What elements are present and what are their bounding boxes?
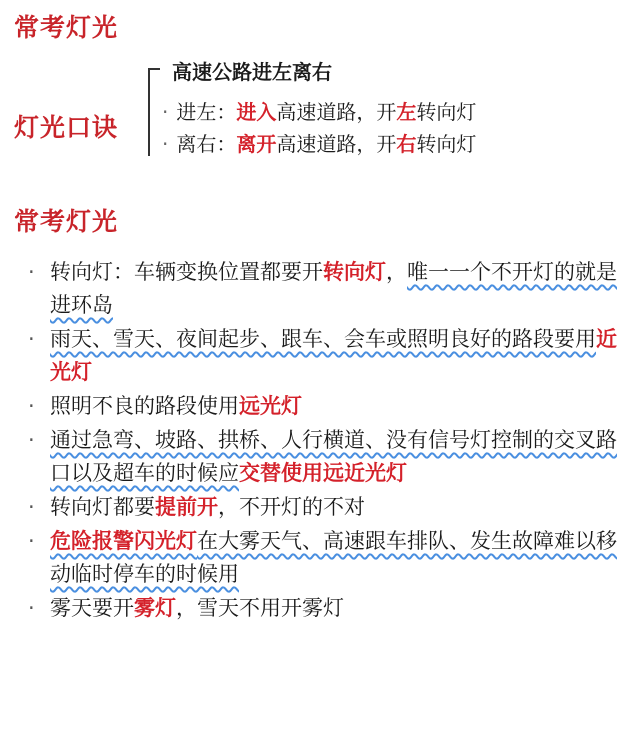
- text: 高速道路，开: [276, 132, 397, 156]
- rule-item: [28, 525, 624, 591]
- text: 转向灯: [416, 100, 477, 124]
- underlined-text: 在大雾天气、高速跟车排队、发生故障难以移动临时停车的时候用: [50, 529, 617, 586]
- bullet-dot: ·: [28, 394, 35, 418]
- bullet-dot: ·: [28, 596, 35, 620]
- bullet-dot: ·: [28, 327, 35, 351]
- bullet-dot: ·: [28, 529, 35, 553]
- mnemonic-enter-left: [162, 96, 476, 125]
- text: 进左：: [176, 100, 237, 124]
- underlined-text: 唯一一个不开灯的就是进环岛: [50, 260, 617, 317]
- text: 雾天要开: [50, 596, 134, 620]
- text: 照明不良的路段使用: [50, 394, 239, 418]
- underlined-text: 通过急弯、坡路、拱桥、人行横道、没有信号灯控制的交叉路口以及超车的时候应: [50, 428, 617, 485]
- section-title: 常考灯光: [14, 13, 119, 42]
- text: 转向灯: [416, 132, 477, 156]
- rule-item: [28, 256, 624, 322]
- bullet-dot: ·: [162, 100, 169, 124]
- highlight: 危险报警闪光灯: [50, 529, 197, 553]
- highlight: 进入: [236, 100, 277, 124]
- rule-item: [28, 424, 624, 490]
- bullet-dot: ·: [28, 495, 35, 519]
- bullet-dot: ·: [28, 260, 35, 284]
- text: ，不开灯的不对: [218, 495, 365, 519]
- highlight: 交替使用远近光灯: [239, 461, 407, 485]
- text: 转向灯：车辆变换位置都要开: [50, 260, 323, 284]
- rule-item: [28, 390, 624, 423]
- highlight: 远光灯: [239, 394, 302, 418]
- highlight: 转向灯: [323, 260, 386, 284]
- text: 转向灯都要: [50, 495, 155, 519]
- rule-list: [28, 256, 624, 626]
- highlight: 右: [396, 132, 417, 156]
- text: 高速道路，开: [276, 100, 397, 124]
- text: ，: [386, 260, 407, 284]
- bullet-dot: ·: [28, 428, 35, 452]
- text: 离右：: [176, 132, 237, 156]
- text: ，雪天不用开雾灯: [176, 596, 344, 620]
- mnemonic-exit-right: [162, 128, 476, 157]
- underlined-text: 雨天、雪天、夜间起步、跟车、会车或照明良好的路段要用: [50, 327, 596, 351]
- rule-item: [28, 491, 624, 524]
- mnemonic-label: 灯光口诀: [14, 113, 119, 142]
- mnemonic-head: 高速公路进左离右: [172, 60, 332, 84]
- highlight: 雾灯: [134, 596, 176, 620]
- section-title: 常考灯光: [14, 207, 119, 236]
- highlight: 左: [396, 100, 417, 124]
- rule-item: [28, 592, 624, 625]
- highlight: 离开: [236, 132, 277, 156]
- highlight: 提前开: [155, 495, 218, 519]
- rule-item: [28, 323, 624, 389]
- bullet-dot: ·: [162, 132, 169, 156]
- highlight: 近光灯: [50, 327, 617, 384]
- bracket-connector: [148, 68, 160, 156]
